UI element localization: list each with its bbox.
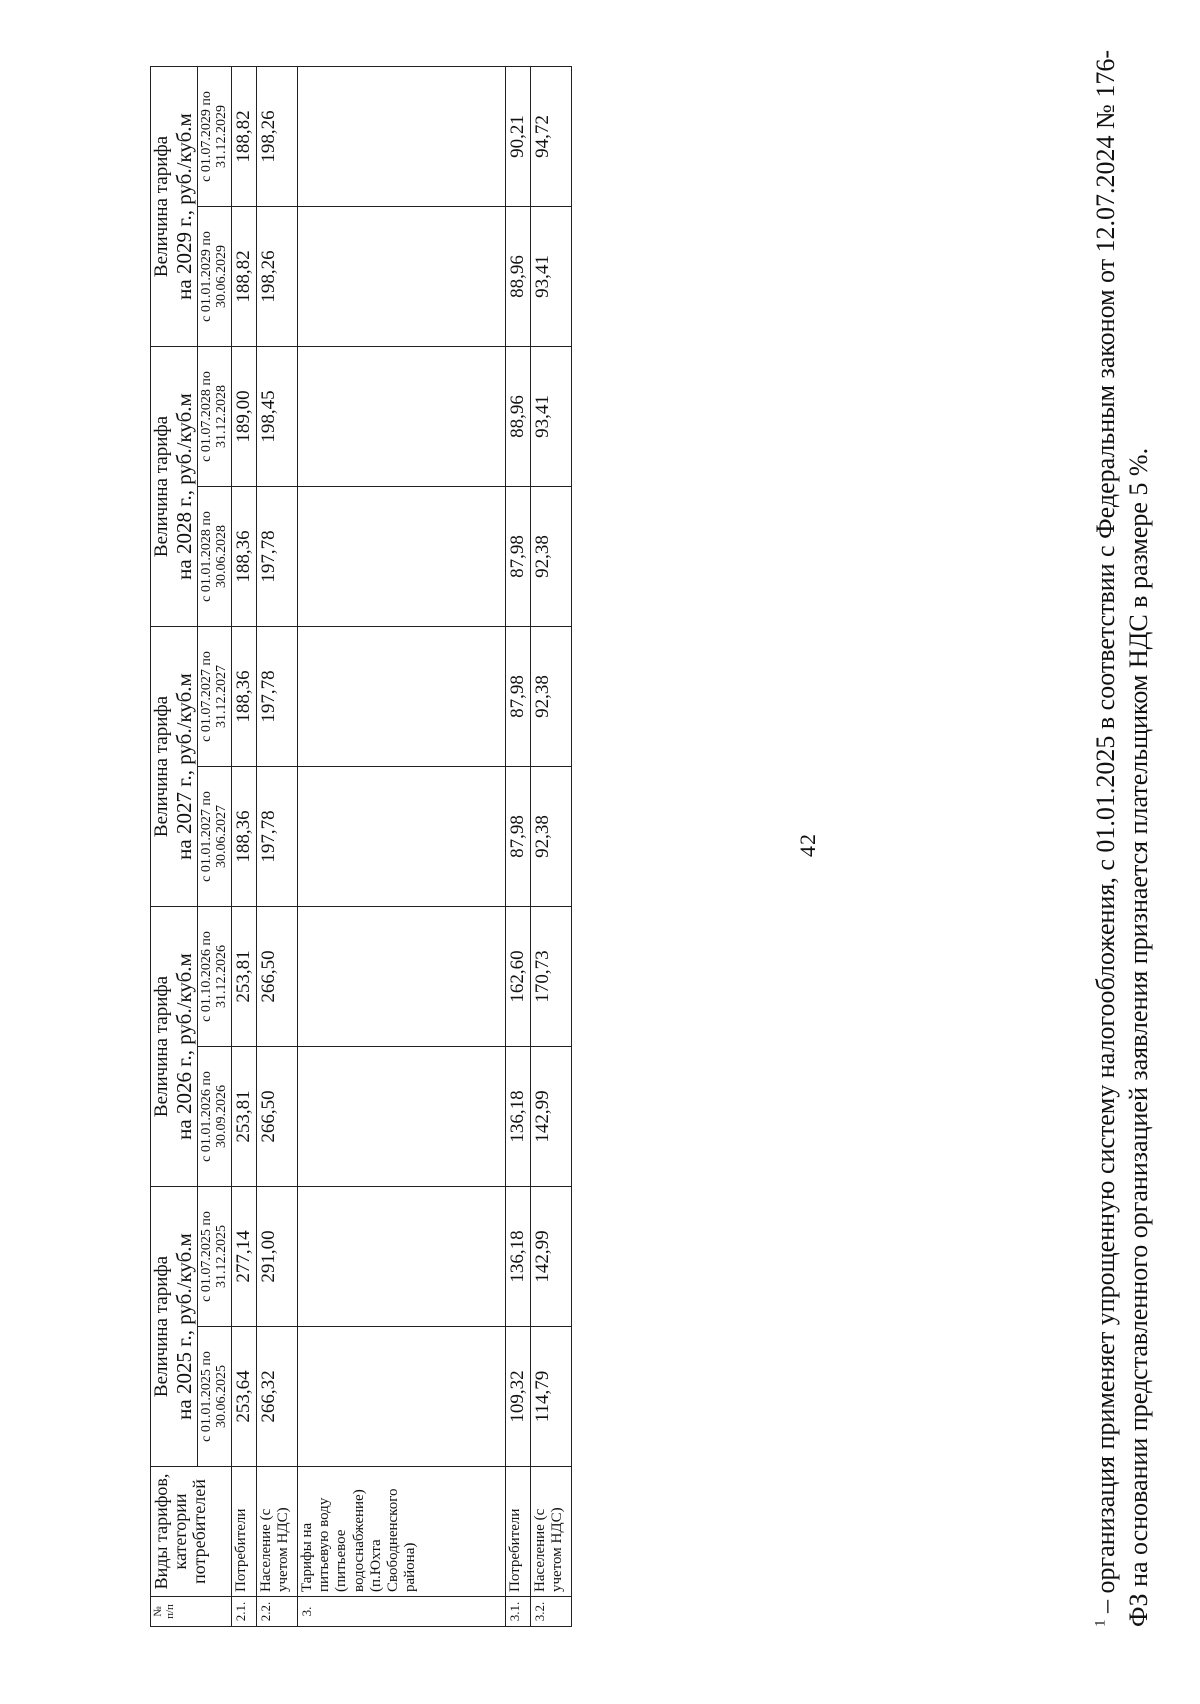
empty-cell bbox=[297, 67, 505, 207]
tariff-value: 198,26 bbox=[256, 207, 297, 347]
empty-cell bbox=[297, 207, 505, 347]
tariff-value: 93,41 bbox=[530, 347, 571, 487]
page-number: 42 bbox=[795, 833, 820, 857]
footnote-marker: 1 bbox=[1092, 1619, 1109, 1627]
row-label: Население (с учетом НДС) bbox=[530, 1467, 571, 1597]
table-row bbox=[231, 67, 256, 1627]
tariff-value: 93,41 bbox=[530, 207, 571, 347]
tariff-value: 266,50 bbox=[256, 1047, 297, 1187]
table-period-row bbox=[197, 67, 231, 1627]
tariff-value: 198,45 bbox=[256, 347, 297, 487]
row-number: 3.2. bbox=[530, 1597, 571, 1627]
tariff-value: 197,78 bbox=[256, 627, 297, 767]
header-period: с 01.01.2025 по 30.06.2025 bbox=[197, 1327, 231, 1467]
tariff-value: 266,32 bbox=[256, 1327, 297, 1467]
table-row bbox=[505, 67, 530, 1627]
tariff-value: 188,82 bbox=[231, 67, 256, 207]
header-period: с 01.01.2026 по 30.09.2026 bbox=[197, 1047, 231, 1187]
header-year-subtitle: на 2028 г., руб./куб.м bbox=[171, 393, 196, 580]
header-year-2029 bbox=[151, 67, 198, 347]
tariff-value: 92,38 bbox=[530, 767, 571, 907]
header-period: с 01.07.2027 по 31.12.2027 bbox=[197, 627, 231, 767]
tariff-value: 188,36 bbox=[231, 767, 256, 907]
tariff-value: 136,18 bbox=[505, 1187, 530, 1327]
header-period: с 01.07.2028 по 31.12.2028 bbox=[197, 347, 231, 487]
tariff-value: 88,96 bbox=[505, 207, 530, 347]
tariff-value: 253,81 bbox=[231, 907, 256, 1047]
row-label: Население (с учетом НДС) bbox=[256, 1467, 297, 1597]
header-period: с 01.01.2029 по 30.06.2029 bbox=[197, 207, 231, 347]
row-number: 2.1. bbox=[231, 1597, 256, 1627]
empty-cell bbox=[297, 347, 505, 487]
empty-cell bbox=[297, 1047, 505, 1187]
header-year-title: Величина тарифа bbox=[151, 975, 172, 1118]
tariff-value: 253,64 bbox=[231, 1327, 256, 1467]
table-row bbox=[256, 67, 297, 1627]
header-period: с 01.07.2029 по 31.12.2029 bbox=[197, 67, 231, 207]
header-year-2025 bbox=[151, 1187, 198, 1467]
row-label: Потребители bbox=[231, 1467, 256, 1597]
tariff-value: 90,21 bbox=[505, 67, 530, 207]
tariff-value: 188,36 bbox=[231, 487, 256, 627]
rotated-page bbox=[20, 35, 1170, 1655]
row-number: 3. bbox=[297, 1597, 505, 1627]
tariff-value: 88,96 bbox=[505, 347, 530, 487]
row-label: Потребители bbox=[505, 1467, 530, 1597]
footnote-text: – организация применяет упрощенную систему налогообложения, с 01.01.2025 в соответствии с Федеральным законом от 12.07.2024 № 176-ФЗ на основании представленного организацией заявления признается плательщиком НДС в размере 5 %. bbox=[1091, 49, 1153, 1627]
header-tariff-kind: Виды тарифов, категории потребителей bbox=[151, 1467, 232, 1597]
tariff-value: 109,32 bbox=[505, 1327, 530, 1467]
header-period: с 01.01.2027 по 30.06.2027 bbox=[197, 767, 231, 907]
tariff-value: 87,98 bbox=[505, 767, 530, 907]
section-label: Тарифы на питьевую воду (питьевое водоснабжение) (п.Юхта Свободненского района) bbox=[297, 1467, 505, 1597]
header-year-subtitle: на 2025 г., руб./куб.м bbox=[171, 1233, 196, 1420]
header-year-2027 bbox=[151, 627, 198, 907]
empty-cell bbox=[297, 1187, 505, 1327]
tariff-value: 170,73 bbox=[530, 907, 571, 1047]
header-year-title: Величина тарифа bbox=[151, 135, 172, 278]
empty-cell bbox=[297, 907, 505, 1047]
table-row bbox=[530, 67, 571, 1627]
tariff-value: 197,78 bbox=[256, 767, 297, 907]
header-number: № п/п bbox=[151, 1597, 232, 1627]
tariff-value: 94,72 bbox=[530, 67, 571, 207]
tariff-value: 87,98 bbox=[505, 627, 530, 767]
header-year-2028 bbox=[151, 347, 198, 627]
tariff-value: 277,14 bbox=[231, 1187, 256, 1327]
tariff-value: 142,99 bbox=[530, 1047, 571, 1187]
header-year-subtitle: на 2029 г., руб./куб.м bbox=[171, 113, 196, 300]
header-period: с 01.07.2025 по 31.12.2025 bbox=[197, 1187, 231, 1327]
tariff-value: 162,60 bbox=[505, 907, 530, 1047]
table-section-row bbox=[297, 67, 505, 1627]
tariff-value: 92,38 bbox=[530, 627, 571, 767]
table-header-row bbox=[151, 67, 198, 1627]
row-number: 2.2. bbox=[256, 1597, 297, 1627]
header-year-title: Величина тарифа bbox=[151, 695, 172, 838]
tariff-value: 197,78 bbox=[256, 487, 297, 627]
tariff-value: 136,18 bbox=[505, 1047, 530, 1187]
header-year-title: Величина тарифа bbox=[151, 415, 172, 558]
tariff-table bbox=[150, 66, 572, 1627]
empty-cell bbox=[297, 1327, 505, 1467]
header-year-subtitle: на 2027 г., руб./куб.м bbox=[171, 673, 196, 860]
row-number: 3.1. bbox=[505, 1597, 530, 1627]
tariff-value: 266,50 bbox=[256, 907, 297, 1047]
header-year-2026 bbox=[151, 907, 198, 1187]
tariff-value: 253,81 bbox=[231, 1047, 256, 1187]
tariff-value: 198,26 bbox=[256, 67, 297, 207]
tariff-value: 189,00 bbox=[231, 347, 256, 487]
empty-cell bbox=[297, 627, 505, 767]
tariff-value: 92,38 bbox=[530, 487, 571, 627]
header-year-subtitle: на 2026 г., руб./куб.м bbox=[171, 953, 196, 1140]
footnote bbox=[1090, 47, 1155, 1627]
empty-cell bbox=[297, 767, 505, 907]
tariff-value: 114,79 bbox=[530, 1327, 571, 1467]
header-period: с 01.10.2026 по 31.12.2026 bbox=[197, 907, 231, 1047]
tariff-value: 142,99 bbox=[530, 1187, 571, 1327]
tariff-value: 188,36 bbox=[231, 627, 256, 767]
tariff-value: 291,00 bbox=[256, 1187, 297, 1327]
empty-cell bbox=[297, 487, 505, 627]
header-year-title: Величина тарифа bbox=[151, 1255, 172, 1398]
tariff-value: 188,82 bbox=[231, 207, 256, 347]
header-period: с 01.01.2028 по 30.06.2028 bbox=[197, 487, 231, 627]
tariff-value: 87,98 bbox=[505, 487, 530, 627]
